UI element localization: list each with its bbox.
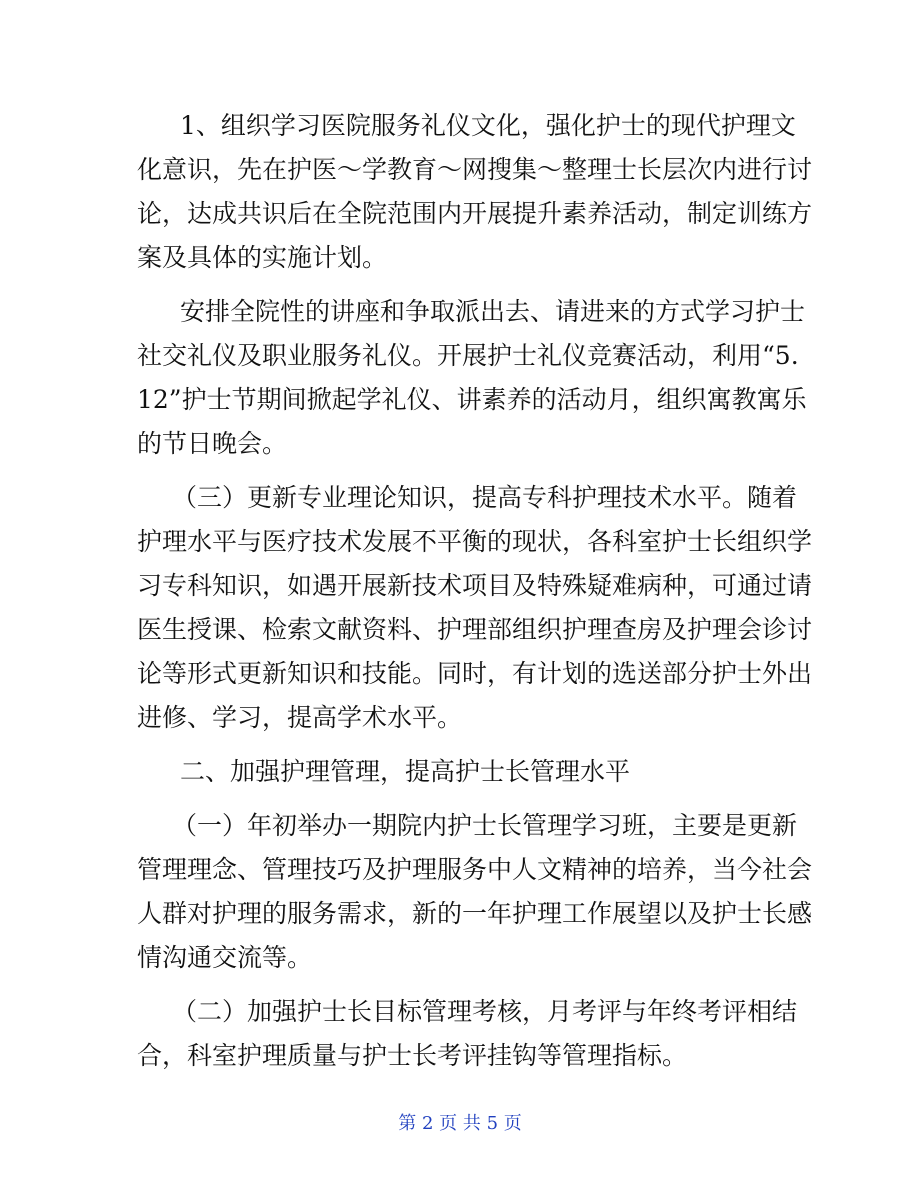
- paragraph-line: 案及具体的实施计划。: [137, 243, 388, 272]
- paragraph-line: 人群对护理的服务需求，新的一年护理工作展望以及护士长感: [137, 899, 813, 928]
- paragraph-line: （二）加强护士长目标管理考核，月考评与年终考评相结: [172, 997, 798, 1026]
- paragraph-line: 论，达成共识后在全院范围内开展提升素养活动，制定训练方: [137, 199, 813, 228]
- paragraph-line: （三）更新专业理论知识，提高专科护理技术水平。随着: [172, 483, 798, 512]
- paragraph-line: 安排全院性的讲座和争取派出去、请进来的方式学习护士: [180, 297, 806, 326]
- page-number-footer: 第 2 页 共 5 页: [398, 1113, 522, 1134]
- paragraph-line: 医生授课、检索文献资料、护理部组织护理查房及护理会诊讨: [137, 615, 813, 644]
- paragraph-line: 1、组织学习医院服务礼仪文化，强化护士的现代护理文: [180, 111, 796, 140]
- paragraph-line: 社交礼仪及职业服务礼仪。开展护士礼仪竞赛活动，利用“5.: [137, 341, 799, 370]
- paragraph-line: 化意识，先在护医～学教育～网搜集～整理士长层次内进行讨: [137, 155, 813, 184]
- paragraph-line: 12”护士节期间掀起学礼仪、讲素养的活动月，组织寓教寓乐: [137, 385, 807, 414]
- paragraph-line: 论等形式更新知识和技能。同时，有计划的选送部分护士外出: [137, 659, 813, 688]
- paragraph-line: 管理理念、管理技巧及护理服务中人文精神的培养，当今社会: [137, 855, 813, 884]
- section-heading: 二、加强护理管理，提高护士长管理水平: [180, 757, 631, 786]
- paragraph-line: 情沟通交流等。: [137, 943, 313, 972]
- paragraph-line: 合，科室护理质量与护士长考评挂钩等管理指标。: [137, 1041, 688, 1070]
- paragraph-line: 习专科知识，如遇开展新技术项目及特殊疑难病种，可通过请: [137, 571, 813, 600]
- paragraph-line: （一）年初举办一期院内护士长管理学习班，主要是更新: [172, 811, 798, 840]
- paragraph-line: 护理水平与医疗技术发展不平衡的现状，各科室护士长组织学: [137, 527, 813, 556]
- paragraph-line: 进修、学习，提高学术水平。: [137, 703, 463, 732]
- paragraph-line: 的节日晚会。: [137, 429, 288, 458]
